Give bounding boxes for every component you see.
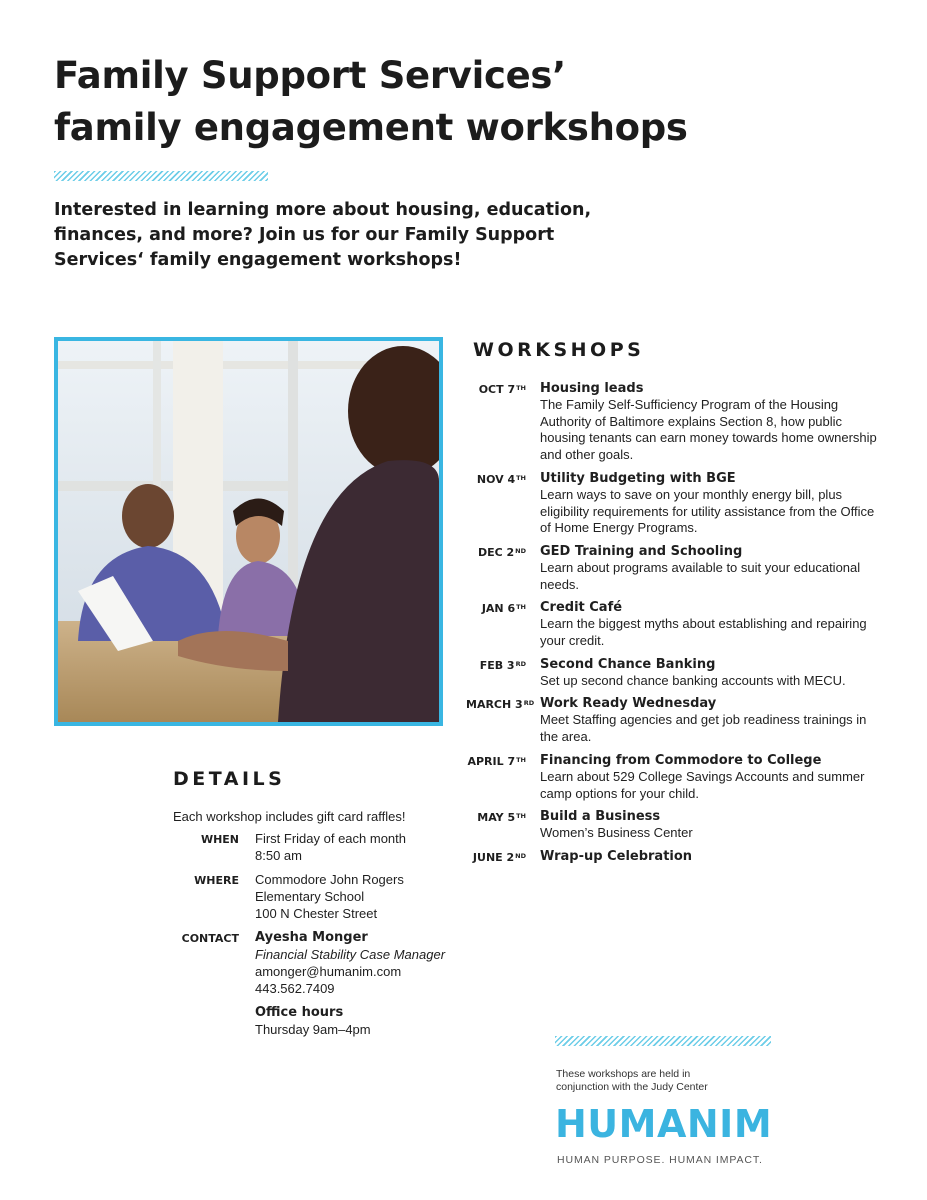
office-hours-value: Thursday 9am–4pm [255, 1022, 371, 1037]
workshop-title: Build a Business [540, 809, 661, 825]
partner-note-line-2: conjunction with the Judy Center [556, 1081, 708, 1093]
details-block [173, 808, 463, 1045]
workshop-date [466, 695, 540, 745]
workshops-heading: WORKSHOPS [473, 339, 645, 361]
logo-tagline: HUMAN PURPOSE. HUMAN IMPACT. [557, 1154, 763, 1166]
workshop-item [466, 808, 886, 842]
workshop-title: Credit Café [540, 600, 623, 616]
contact-role: Financial Stability Case Manager [255, 947, 446, 962]
workshop-date-text: OCT 7 [478, 383, 516, 396]
workshop-title: Work Ready Wednesday [540, 696, 717, 712]
workshop-description: The Family Self-Sufficiency Program of the Housing Authority of Baltimore explains Section 8, how public housing tenants can earn money towards home ownership and other goals. [540, 397, 877, 463]
workshop-title: Housing leads [540, 381, 644, 396]
workshop-date-suffix: TH [516, 755, 526, 764]
where-value-line-3: 100 N Chester Street [255, 906, 378, 921]
workshop-date-text: FEB 3 [479, 658, 515, 672]
workshop-item [466, 752, 886, 802]
contact-row [173, 929, 463, 1038]
contact-phone: 443.562.7409 [255, 981, 335, 996]
workshop-date-text: DEC 2 [477, 545, 515, 559]
contact-name: Ayesha Monger [255, 930, 368, 945]
workshops-list [466, 380, 886, 872]
workshop-description: Women’s Business Center [540, 825, 693, 841]
when-label: WHEN [200, 833, 239, 846]
workshop-date [466, 656, 540, 690]
workshop-date [466, 808, 540, 842]
where-row [173, 871, 463, 922]
workshop-item [466, 695, 886, 745]
workshop-date [466, 848, 540, 866]
workshop-title: Financing from Commodore to College [540, 752, 822, 768]
workshop-date-text: JAN 6 [481, 602, 516, 616]
where-value-line-2: Elementary School [255, 889, 365, 904]
workshop-date-suffix: TH [516, 473, 526, 482]
workshop-item [466, 380, 886, 464]
workshop-date [466, 543, 540, 593]
workshop-date-text: MARCH 3 [466, 698, 523, 712]
workshop-date-suffix: RD [515, 659, 526, 668]
workshop-description: Learn ways to save on your monthly energy bill, plus eligibility requirements for utility assistance from the Office of Home Energy Programs. [540, 486, 875, 536]
title-divider [54, 171, 268, 181]
intro-line-1: Interested in learning more about housing, education, [54, 200, 592, 220]
partner-note [556, 1068, 776, 1094]
workshop-item [466, 848, 886, 866]
footer-divider [555, 1036, 771, 1046]
workshop-date [466, 470, 540, 537]
title-line-2: family engagement workshops [54, 106, 688, 149]
when-row [173, 830, 463, 864]
meeting-photo [54, 337, 443, 726]
workshop-date-text: MAY 5 [477, 811, 516, 825]
workshop-date-text: JUNE 2 [472, 850, 515, 864]
workshop-description: Learn the biggest myths about establishing and repairing your credit. [540, 616, 867, 649]
workshop-item [466, 599, 886, 649]
intro-line-2: finances, and more? Join us for our Family Support [54, 225, 555, 245]
workshop-date [466, 752, 540, 802]
intro-text [54, 198, 614, 273]
workshop-date-suffix: RD [523, 699, 535, 708]
partner-note-line-1: These workshops are held in [556, 1068, 691, 1080]
workshop-date [466, 599, 540, 649]
workshop-description: Learn about programs available to suit your educational needs. [540, 559, 861, 592]
office-hours-title: Office hours [255, 1005, 344, 1020]
workshop-date-text: NOV 4 [476, 472, 516, 486]
workshop-title: Wrap-up Celebration [540, 848, 693, 864]
page-title [54, 50, 854, 154]
intro-line-3: Services‘ family engagement workshops! [54, 250, 462, 270]
raffle-note: Each workshop includes gift card raffles! [173, 809, 406, 824]
workshop-date-suffix: ND [515, 851, 526, 860]
workshop-title: GED Training and Schooling [540, 543, 743, 559]
workshop-description: Learn about 529 College Savings Accounts and summer camp options for your child. [540, 768, 865, 801]
title-line-1: Family Support Services’ [54, 54, 566, 97]
workshop-item [466, 543, 886, 593]
workshop-date [466, 380, 540, 464]
when-value-line-2: 8:50 am [255, 848, 302, 863]
contact-email-link[interactable]: amonger@humanim.com [255, 964, 402, 979]
where-value-line-1: Commodore John Rogers [255, 872, 404, 887]
workshop-title: Second Chance Banking [540, 656, 716, 672]
workshop-date-text: APRIL 7 [467, 754, 516, 768]
workshop-description: Set up second chance banking accounts with MECU. [540, 672, 846, 688]
where-label: WHERE [194, 874, 239, 887]
workshop-item [466, 656, 886, 690]
workshop-description: Meet Staffing agencies and get job readiness trainings in the area. [540, 712, 867, 745]
when-value-line-1: First Friday of each month [255, 831, 406, 846]
contact-label: CONTACT [181, 932, 239, 945]
workshop-date-suffix: TH [516, 603, 526, 612]
workshop-date-suffix: ND [515, 546, 526, 555]
workshop-item [466, 470, 886, 537]
humanim-logo: HUMANIM [555, 1102, 773, 1146]
workshop-date-suffix: TH [516, 812, 526, 821]
workshop-date-suffix: TH [516, 384, 526, 392]
details-heading: DETAILS [173, 768, 286, 790]
workshop-title: Utility Budgeting with BGE [540, 470, 736, 486]
